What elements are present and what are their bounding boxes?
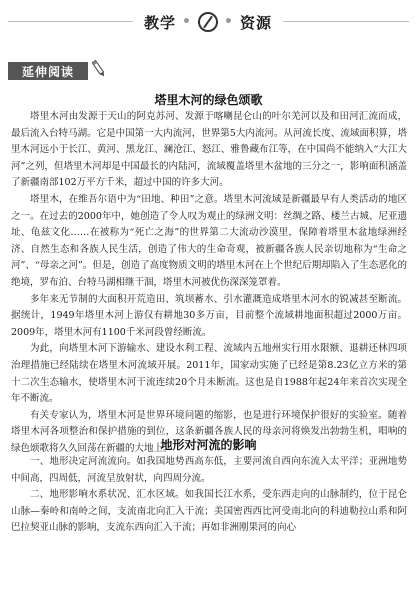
paragraph: 塔里木河由发源于天山的阿克苏河、发源于喀喇昆仑山的叶尔羌河以及和田河汇流而成，最后流入台特马湖。它是中国第一大内流河，世界第5大内流河。从河流长度、流域面积算，塔里木河远小于长江、黄河、黑龙江、澜沧江、怒江、雅鲁藏布江等，在中国尚不能纳入“大江大河”之列，但塔里木河却是中国最长的内陆河，流域覆盖塔里木盆地的三分之一，影响面积涵盖了新疆南部102万平方千米，超过中国的许多大河。 xyxy=(11,111,407,189)
dot-divider: • xyxy=(224,14,234,30)
paragraph: 二、地形影响水系状况、汇水区域。如我国长江水系，受东西走向的山脉制约，位于昆仑山脉—秦岭和南岭之间，支流南北向汇入干流；美国密西西比河受南北向的科迪勒拉山系和阿巴拉契亚山脉的影响，支流东西向汇入干流；再如非洲刚果河的向心 xyxy=(11,489,407,534)
article-body xyxy=(11,454,407,537)
header-left-text: 教学 xyxy=(144,13,177,32)
article-title: 地形对河流的影响 xyxy=(160,438,257,452)
compass-icon xyxy=(198,12,218,32)
dot-divider: • xyxy=(182,14,192,30)
header-badge xyxy=(133,10,283,34)
pencil-icon xyxy=(91,58,107,80)
header-right-text: 资源 xyxy=(239,13,272,32)
article-title: 塔里木河的绿色颂歌 xyxy=(154,93,263,107)
paragraph: 有关专家认为，塔里木河是世界环境问题的缩影，也是进行环境保护很好的实验室。随着塔里木河各项整治和保护措施的到位，这条新疆各族人民的母亲河将焕发出勃勃生机，唱响的绿色颂歌将久久回荡在新疆的大地上。 xyxy=(11,409,407,454)
paragraph: 一、地形决定河流流向。如我国地势西高东低，主要河流自西向东流入太平洋；亚洲地势中间高，四周低，河流呈放射状，向四周分流。 xyxy=(11,456,407,484)
paragraph: 为此，向塔里木河下游输水、建设水利工程、流域内五地州实行用水限额、退耕还林四项治理措施已经陆续在塔里木河流域开展。2011年，国家动实施了已经是第8.23亿立方米的第十二次生态输水，使塔里木河干流连续20个月未断流。这也是自1988年起24年来首次实现全年不断流。 xyxy=(11,343,407,405)
article-body xyxy=(11,109,407,457)
paragraph: 多年来无节制的大面积开荒造田、筑坝蓄水、引水灌溉造成塔里木河水的锐减甚至断流。据统计，1949年塔里木河上游仅有耕地30多万亩，目前整个流域耕地面积超过2000万亩。2009年，塔里木河有1100千米河段曾经断流。 xyxy=(11,293,407,338)
page-header xyxy=(0,8,417,36)
section-tag: 延伸阅读 xyxy=(8,62,88,80)
paragraph: 塔里木，在维吾尔语中为“田地、种田”之意。塔里木河流域是新疆最早有人类活动的地区之一。在过去的2000年中，她创造了令人叹为观止的绿洲文明：丝绸之路、楼兰古城、尼亚遗址、龟兹文化……在被称为“死亡之海”的世界第二大流动沙漠里，保障着塔里木盆地绿洲经济、自然生态和各族人民生活，创造了伟大的生命奇观，被新疆各族人民亲切地称为“生命之河”、“母亲之河”。但是，创造了高度物质文明的塔里木河在上个世纪后期却陷入了生态恶化的绝境，罗布泊、台特马湖相继干涸，塔里木河被优伤深深笼罩着。 xyxy=(11,193,407,288)
